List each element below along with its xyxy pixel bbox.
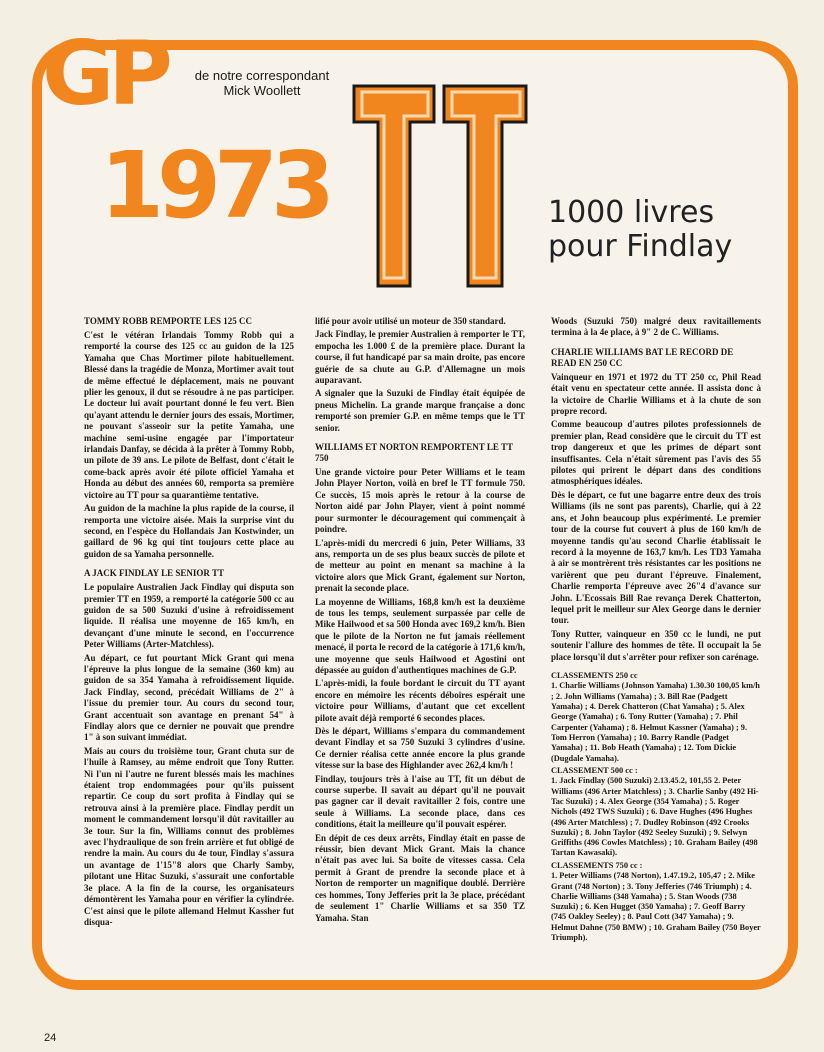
paragraph: Vainqueur en 1971 et 1972 du TT 250 cc, Phil Read était venu en spectateur cette année. Il assista donc à la victoire de Charlie Williams et à la chute de son propre record. xyxy=(551,371,761,417)
results-block xyxy=(551,671,761,943)
gp-logo: GP xyxy=(42,22,167,125)
year-logo: 1973 xyxy=(100,132,329,239)
article-body xyxy=(84,316,761,986)
section-heading: TOMMY ROBB REMPORTE LES 125 CC xyxy=(84,316,252,326)
byline-line1: de notre correspondant xyxy=(194,68,330,83)
paragraph: Une grande victoire pour Peter Williams et le team John Player Norton, voilà en bref le TT formule 750. Ce succès, 15 mois après le retour à la course de Norton aidé par John Player, vient à point nommé pour surmonter le découragement qui commençait à poindre. xyxy=(315,467,525,535)
paragraph: En dépit de ces deux arrêts, Findlay était en passe de réussir, bien devant Mick Grant. Mais la chance n'était pas avec lui. Sa boîte de vitesses cassa. Cela permit à Grant de prendre la seconde place et à Norton de remporter un magnifique doublé. Derrière ces hommes, Tony Jefferies prit la 3e place, précédant de seulement 1" Charlie Williams et sa 350 TZ Yamaha. Stan xyxy=(315,832,525,923)
paragraph: Jack Findlay, le premier Australien à remporter le TT, empocha les 1.000 £ de la première place. Durant la course, il fut handicapé par sa main droite, pas encore guérie de sa chute au G.P. d'Allemagne un mois auparavant. xyxy=(315,329,525,386)
section-heading: WILLIAMS ET NORTON REMPORTENT LE TT 750 xyxy=(315,442,513,464)
results-250: 1. Charlie Williams (Johnson Yamaha) 1.30.30 100,05 km/h ; 2. John Williams (Yamaha) ; 3. Bill Rae (Padgett Yamaha) ; 4. Derek Chatteron (Chat Yamaha) ; 5. Alex George (Yamaha) ; 6. Tony Rutter (Yamaha) ; 7. Phil Carpenter (Yahama) ; 8. Helmut Kassner (Yamaha) ; 9. Tom Herron (Yamaha) ; 10. Barry Randle (Padget Yamaha) ; 11. Bob Heath (Yamaha) ; 12. Tom Dickie (Dugdale Yamaha). xyxy=(551,681,760,763)
paragraph: Au départ, ce fut pourtant Mick Grant qui mena l'épreuve la plus longue de la semaine (360 km) au guidon de sa 354 Yamaha à refroidissement liquide. Jack Findlay, second, précédait Williams de 2" à l'issue du premier tour. Au cours du second tour, Grant accentuait son avantage en prenant 54" à Findlay alors que ce dernier ne pouvait que prendre 1" à son suivant immédiat. xyxy=(84,652,294,743)
section-heading: A JACK FINDLAY LE SENIOR TT xyxy=(84,568,224,579)
paragraph: L'après-midi, la foule bordant le circuit du TT ayant encore en mémoire les récents déboires espérait une victoire pour Williams, d'autant que cet excellent pilote avait déjà remporté 6 secondes places. xyxy=(315,678,525,723)
paragraph: Dès le départ, ce fut une bagarre entre deux des trois Williams (ils ne sont pas parents), Charlie, qui à 22 ans, et John beaucoup plus expérimenté. Le premier tour de la course fut couvert à plus de 160 km/h de moyenne tandis qu'au second Charlie établissait le record à la moyenne de 163,7 km/h. Les TD3 Yamaha à air se montrèrent très résistantes car les positions ne varièrent que peu durant l'épreuve. Finalement, Charlie remporta l'épreuve avec 26"4 d'avance sur John. L'Ecossais Bill Rae revança Derek Chatterton, lequel prit le meilleur sur Alex George dans le dernier tour. xyxy=(551,489,761,626)
tt-logo xyxy=(348,78,534,304)
paragraph: La moyenne de Williams, 168,8 km/h est la deuxième de tous les temps, seulement surpassée par celle de Mike Hailwood et sa 500 Honda avec 169,2 km/h. Bien que le pilote de la Norton ne fut jamais réellement menacé, il porta le record de la catégorie à 171,6 km/h, une moyenne que seuls Hailwood et Agostini ont dépassée au guidon d'authentiques machines de G.P. xyxy=(315,596,525,675)
headline xyxy=(548,196,788,264)
paragraph: Dès le départ, Williams s'empara du commandement devant Findlay et sa 750 Suzuki 3 cylindres d'usine. Ce dernier réalisa cette année encore la plus grande vitesse sur la base des Highlander avec 262,4 km/h ! xyxy=(315,726,525,771)
section-heading: CHARLIE WILLIAMS BAT LE RECORD DE READ EN 250 CC xyxy=(551,346,734,368)
paragraph: C'est le vétéran Irlandais Tommy Robb qui a remporté la course des 125 cc au guidon de la 125 Yamaha que Chas Mortimer pilote habituellement. Blessé dans la tragédie de Monza, Mortimer avait tout de même effectué le déplacement, mais ne pouvant plier les genoux, il dut se résoudre à ne pas participer. Le docteur lui avait pourtant donné le feu vert. Bien qu'ayant attendu le dernier jours des essais, Mortimer, ne pouvant s'asseoir sur la petite Yamaha, une machine semi-usine engagée par l'importateur irlandais Danfay, se décida à la prêter à Tommy Robb, un pilote de 39 ans. Le pilote de Belfast, dont c'était le come-back après avoir été pilote officiel Yamaha et Honda au début des années 60, remporta sa première victoire au TT pour sa quarantième tentative. xyxy=(84,330,294,500)
paragraph: Au guidon de la machine la plus rapide de la course, il remporta une victoire aisée. Mais la surprise vint du second, en l'espèce du Hollandais Jan Kostwinder, un gaillard de 96 kg qui tint toujours cette place au guidon de sa Yamaha personnelle. xyxy=(84,503,294,559)
paragraph: Comme beaucoup d'autres pilotes professionnels de premier plan, Read considère que le circuit du TT est trop dangereux et que les primes de départ sont insuffisantes. Cela n'était sûrement pas l'avis des 55 pilotes qui prirent le départ dans des conditions atmosphériques idéales. xyxy=(551,419,761,487)
page-number: 24 xyxy=(44,1032,57,1044)
paragraph: Woods (Suzuki 750) malgré deux ravitaillements termina à la 4e place, à 9" 2 de C. Williams. xyxy=(551,316,761,338)
paragraph: A signaler que la Suzuki de Findlay était équipée de pneus Michelin. La grande marque française a donc remporté son premier G.P. en même temps que le TT senior. xyxy=(315,388,525,433)
paragraph: Tony Rutter, vainqueur en 350 cc le lundi, ne put soutenir l'allure des hommes de tête. Il occupait la 5e place lorsqu'il dut s'arrêter pour refixer son carénage. xyxy=(551,628,761,662)
byline xyxy=(172,68,352,98)
column-3 xyxy=(551,316,761,945)
paragraph: Mais au cours du troisième tour, Grant chuta sur de l'huile à Ramsey, au même endroit que Tony Rutter. Ni l'un ni l'autre ne furent blessés mais les machines étaient trop endommagées pour qu'ils puissent repartir. Ce coup du sort profita à Findlay qui se retrouva ainsi à la première place. Findlay perdit un moment le commandement lorsqu'il dût ravitailler au 3e tour. Sur la fin, Williams connut des problèmes avec l'hydraulique de son frein arrière et fut obligé de rendre la main. Au cours du 4e tour, Findlay s'assura un avantage de 1'15"8 alors que Charly Samby, pilotant une Hitac Suzuki, s'assurait une confortable 3e place. A la fin de la course, les organisateurs démontèrent les Yamaha pour en vérifier la cylindrée. C'est ainsi que le pilote allemand Helmut Kassher fut disqua- xyxy=(84,745,294,927)
results-heading-750: CLASSEMENTS 750 cc : xyxy=(551,860,643,870)
paragraph: L'après-midi du mercredi 6 juin, Peter Williams, 33 ans, remporta un de ses plus beaux succès de pilote et de metteur au point en menant sa machine à la victoire alors que Mick Grant, également sur Norton, prenait la seconde place. xyxy=(315,537,525,594)
results-heading-500: CLASSEMENT 500 cc : xyxy=(551,765,638,775)
headline-line2: pour Findlay xyxy=(548,229,733,264)
results-heading-250: CLASSEMENTS 250 cc xyxy=(551,670,638,680)
column-1 xyxy=(84,316,294,930)
paragraph: lifié pour avoir utilisé un moteur de 350 standard. xyxy=(315,316,506,326)
results-500: 1. Jack Findlay (500 Suzuki) 2.13.45.2, 101,55 2. Peter Williams (496 Arter Matchless) ; 3. Charlie Sanby (492 Hi-Tac Suzuki) ; 4. Alex George (354 Yamaha) ; 5. Roger Nichols (492 TWS Suzuki) ; 6. Dave Hughes (496 Hughes (496 Arter Matchless) ; 7. Dudley Robinson (492 Crooks Suzuki) ; 8. John Taylor (492 Seeley Suzuki) ; 9. Selwyn Griffiths (496 Cowles Matchless) ; 10. Graham Bailey (498 Tartan Kawasaki). xyxy=(551,776,759,858)
column-2 xyxy=(315,316,525,926)
paragraph: Le populaire Australien Jack Findlay qui disputa son premier TT en 1959, a remporté la catégorie 500 cc au guidon de sa 500 Suzuki d'usine à refroidissement liquide. Il réalisa une moyenne de 165 km/h, en devançant d'une minute le second, en l'occurrence Peter Williams (Arter-Matchless). xyxy=(84,582,294,650)
results-750: 1. Peter Williams (748 Norton), 1.47.19.2, 105,47 ; 2. Mike Grant (748 Norton) ; 3. Tony Jefferies (746 Triumph) ; 4. Charlie Williams (348 Yamaha) ; 5. Stan Woods (738 Suzuki) ; 6. Ken Hugget (350 Yamaha) ; 7. Geoff Barry (745 Oakley Seeley) ; 8. Paul Cott (347 Yamaha) ; 9. Helmut Dahne (750 BMW) ; 10. Graham Bailey (750 Boyer Triumph). xyxy=(551,871,761,942)
headline-line1: 1000 livres xyxy=(548,195,715,230)
paragraph: Findlay, toujours très à l'aise au TT, fit un début de course superbe. Il savait au départ qu'il ne pouvait pas gagner car il devait ravitailler 2 fois, contre une seule à Williams. La seconde place, dans ces conditions, était la meilleure qu'il pouvait espérer. xyxy=(315,773,525,830)
byline-author: Mick Woollett xyxy=(223,83,301,98)
